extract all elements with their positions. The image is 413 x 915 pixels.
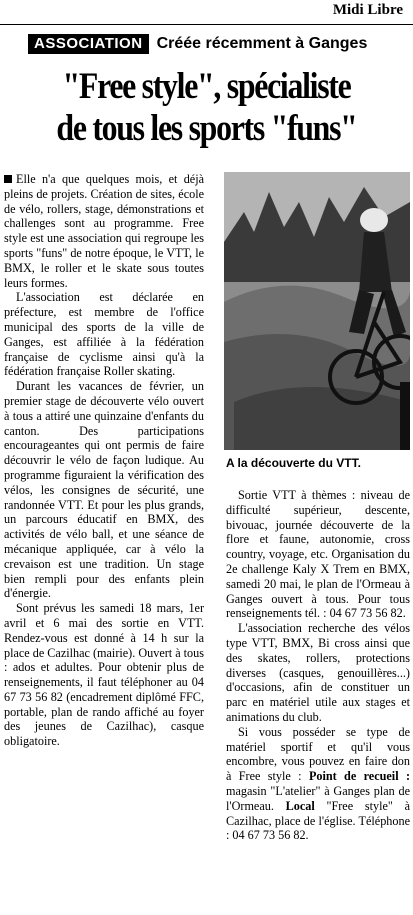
left-column xyxy=(4,172,204,749)
local-text: "Free style" à Cazilhac, place de l'église. Téléphone : 04 67 73 56 82. xyxy=(226,798,410,843)
paragraph-donation xyxy=(226,725,410,843)
paragraph-outings: Sortie VTT à thèmes : niveau de difficulté supérieur, descente, bivouac, journée découverte de la flore et faune, autonomie, cross country, voyage, etc. Organisation du 2e challenge Kaly X Trem en BMX, samedi 20 mai, le plan de l'Ormeau à Ganges ouvert à tous. Pour tous renseignements tél. : 04 67 73 56 82. xyxy=(226,488,410,621)
paragraph-intro xyxy=(4,172,204,290)
local-label: Local xyxy=(285,798,315,813)
publication-name: Midi Libre xyxy=(332,2,403,18)
headline xyxy=(29,66,384,150)
collection-point-label: Point de recueil : xyxy=(308,769,410,784)
masthead xyxy=(0,0,413,25)
headline-line-1: "Free style", spécialiste xyxy=(62,66,351,107)
kicker-text: Créée récemment à Ganges xyxy=(156,35,368,52)
rubric-badge: ASSOCIATION xyxy=(28,34,149,54)
paragraph-schedule: Sont prévus les samedi 18 mars, 1er avril et 6 mai des sortie en VTT. Rendez-vous est donné à 14 h sur la place de Cazilhac (mairie). Ouvert à tous : ados et adultes. Pour obtenir plus de renseignements, il faut téléphoner au 04 67 73 56 82 (encadrement diplômé FFC, portable, plan de rando affiché au foyer des jeunes de Cazilhac), casque obligatoire. xyxy=(4,601,204,749)
collection-point-text: magasin "L'atelier" à Ganges plan de l'Ormeau. xyxy=(226,783,410,813)
paragraph-equipment-request: L'association recherche des vélos type VTT, BMX, Bi cross ainsi que des skates, rollers, protections diverses (casques, genouillères...) d'occasions, afin de constituer un parc en matériel utile aux stages et animations du club. xyxy=(226,621,410,724)
headline-line-2: de tous les sports "funs" xyxy=(56,108,357,149)
paragraph-winter-stage: Durant les vacances de février, un premier stage de découverte vélo ouvert à tous a attiré une quinzaine d'enfants du canton. Des participations encourageantes qui ont permis de faire découvrir le vélo de façon ludique. Au programme figuraient la vérification des vélos, les consignes de sécurité, une randonnée VTT. Et pour les plus grands, un parcours éducatif en BMX, des activités de vélo ball, et une séance de mécanique appliquée, car à vélo la crevaison est une tradition. Un stage bien rempli pour des enfants plein d'énergie. xyxy=(4,379,204,601)
paragraph-intro-text: Elle n'a que quelques mois, et déjà pleins de projets. Création de sites, école de vélo, rollers, stage, démonstrations et challenges sont au programme. Free style est une association qui regroupe les sports "funs" de notre époque, le VTT, le BMX, le roller et le skate sous toutes leurs formes. xyxy=(4,172,204,290)
donation-text: Si vous posséder se type de matériel sportif et qu'il vous encombre, vous pouvez en faire don à Free style : xyxy=(226,724,410,784)
paragraph-affiliation: L'association est déclarée en préfecture, est membre de l'office municipal des sports de la ville de Ganges, est affiliée à la fédération française de cyclisme ainsi qu'à la fédération française Roller skating. xyxy=(4,290,204,379)
right-column xyxy=(226,488,410,843)
lead-bullet-icon xyxy=(4,175,12,183)
bmx-photo-illustration xyxy=(224,172,410,450)
photo-caption: A la découverte du VTT. xyxy=(226,456,361,470)
kicker xyxy=(28,34,367,54)
bmx-photo xyxy=(224,172,410,450)
